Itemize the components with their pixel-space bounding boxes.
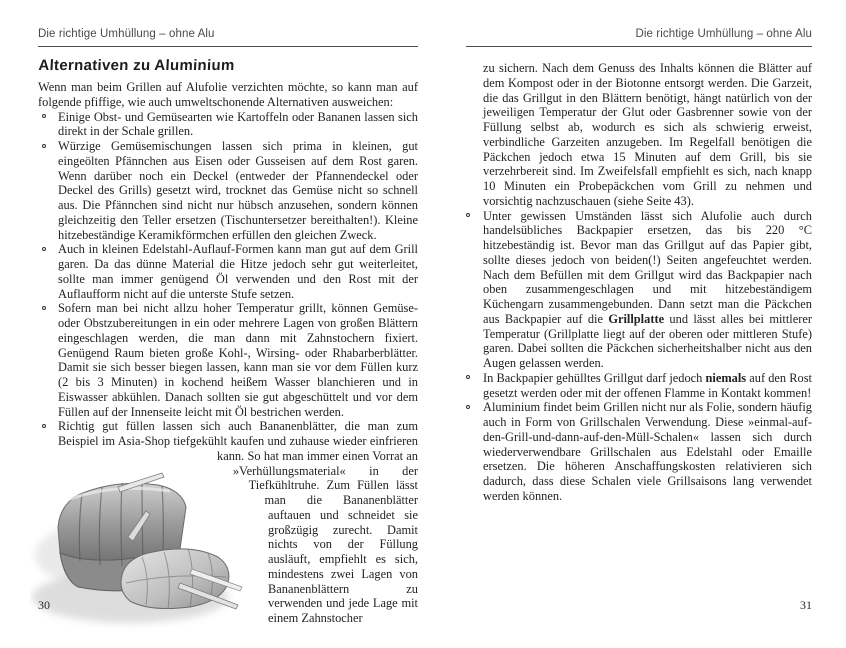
list-item-text: auf den Rost gesetzt werden oder mit der offenen Flamme in Kontakt kommen! [483, 370, 812, 400]
list-item [38, 419, 418, 626]
bold-term: Grillplatte [608, 311, 665, 326]
bullet-icon [466, 375, 470, 379]
bullet-icon [466, 405, 470, 409]
bullet-icon [42, 424, 46, 428]
list-item [38, 301, 418, 419]
list-item-text: Einige Obst- und Gemüsearten wie Kartoffeln oder Bananen lassen sich direkt in der Schale grillen. [58, 109, 418, 139]
list-item-text: In Backpapier gehülltes Grillgut darf jedoch [483, 370, 706, 385]
intro-paragraph: Wenn man beim Grillen auf Alufolie verzichten möchte, so kann man auf folgende pfiffige, wie auch umweltschonende Alternativen ausweichen: [38, 80, 418, 109]
list-item [466, 209, 812, 371]
bullet-icon [42, 247, 46, 251]
bullet-icon [42, 306, 46, 310]
list-item [38, 139, 418, 242]
continuation-paragraph: zu sichern. Nach dem Genuss des Inhalts können die Blätter auf dem Kompost oder in der Biotonne entsorgt werden. Die Garzeit, die das Grillgut in den Blättern benötigt, hängt natürlich von der jeweiligen Temperatur der Glut oder Gasbrenner sowie von der Füllung selbst ab, wodurch es sich als schwierig erweist, verbindliche Garzeiten anzugeben. Im Regelfall benötigen die Päckchen jedoch etwa 15 Minuten auf dem Grill, bis sie verzehrbereit sind. Im Zweifelsfall empfiehlt es sich, nach knapp 10 Minuten ein Probepäckchen vom Grill zu nehmen und vorsichtig nachzuschauen (siehe Seite 43). [483, 61, 812, 208]
list-item-text: Auch in kleinen Edelstahl-Auflauf-Formen kann man gut auf dem Grill garen. Da das dünne Material die Hitze jedoch sehr gut weiterleitet, sollte man immer genügend Öl verwenden und den Rost mit der Auflaufform nicht auf die unterste Stufe setzen. [58, 242, 418, 301]
list-item-text: Richtig gut füllen lassen sich auch Bananenblätter, die man zum Beispiel im Asia-Shop tiefgekühlt kaufen und zuhause wieder einfrieren kann. So hat man immer einen Vorrat an »Verhüllungsmaterial« in der Tiefkühltruhe. Zum Füllen lässt man die Bananenblätter auftauen und schneidet sie großzügig zurecht. Damit nichts von der Füllung ausläuft, empfiehlt es sich, mindestens zwei Lagen von Bananenblättern zu verwenden und jede Lage mit einem Zahnstocher [58, 419, 418, 625]
list-item [466, 371, 812, 401]
alternatives-list [38, 110, 418, 626]
list-item [38, 110, 418, 140]
section-heading: Alternativen zu Aluminium [38, 57, 236, 74]
running-header-left: Die richtige Umhüllung – ohne Alu [38, 28, 418, 47]
bold-term: niemals [705, 370, 747, 385]
list-item-text: Sofern man bei nicht allzu hoher Temperatur grillt, können Gemüse- oder Obstzubereitungen in ein oder mehrere Lagen von großen Blättern eingeschlagen werden, die man dann mit Zahnstochern fixiert. Genügend Raum bieten große Kohl-, Wirsing- oder Rhabarberblätter. Damit sie sich besser biegen lassen, kann man sie vor dem Füllen kurz (2 bis 3 Minuten) in kochend heißem Wasser blanchieren und in Eiswasser abkühlen. Danach sollten sie gut abgeschüttelt und vor dem Füllen auf der Innenseite leicht mit Öl bestrichen werden. [58, 301, 418, 419]
list-item-text: Würzige Gemüsemischungen lassen sich prima in kleinen, gut eingeölten Pfännchen aus Eisen oder Gusseisen auf dem Rost garen. Wenn darüber noch ein Deckel (entweder der Pfannendeckel oder Deckel des Grills) gesetzt wird, trocknet das Gemüse nicht so schnell aus. Die Pfännchen sind nicht nur hübsch anzusehen, sondern können gleichzeitig den Teller ersetzen (Tischuntersetzer bereithalten!). Kleine hitzebeständige Keramikförmchen erfüllen den gleichen Zweck. [58, 139, 418, 242]
backpaper-list [466, 209, 812, 504]
right-page [466, 28, 812, 612]
left-page [38, 28, 418, 626]
list-item-text: und lässt alles bei mittlerer Temperatur (Grillplatte liegt auf der oberen oder mittleren Stufe) garen. Dabei sollten die Päckchen sicherheitshalber nicht aus den Augen gelassen werden. [483, 311, 812, 370]
list-item-text: Aluminium findet beim Grillen nicht nur als Folie, sondern häufig auch in Form von Grillschalen Verwendung. Diese »einmal-auf-den-Grill-und-dann-auf-den-Müll-Schalen« lassen sich durch wiederverwendbare Grillschalen aus Edelstahl oder Emaille ersetzen. Die höheren Anschaffungskosten relativieren sich dadurch, dass diese Schalen viele Grillsaisons lang verwendet werden können. [483, 400, 812, 503]
bullet-icon [466, 213, 470, 217]
running-header-right: Die richtige Umhüllung – ohne Alu [466, 28, 812, 47]
list-item-text: Unter gewissen Umständen lässt sich Alufolie auch durch handelsübliches Backpapier ersetzen, das bis 220 °C hitzebeständig ist. Bevor man das Grillgut auf das Papier gibt, sollte dieses jedoch von beiden(!) Seiten angefeuchtet werden. Nach dem Befüllen mit dem Grillgut wird das Backpapier nach oben zusammengeschlagen und mit hitzebeständigem Küchengarn zusammengebunden. Dann setzt man die Päckchen aus Backpapier auf die [483, 208, 812, 326]
page-number-left: 30 [38, 598, 50, 612]
list-item [466, 400, 812, 503]
list-item [38, 242, 418, 301]
page-number-right: 31 [800, 598, 812, 612]
bullet-icon [42, 114, 46, 118]
bullet-icon [42, 144, 46, 148]
